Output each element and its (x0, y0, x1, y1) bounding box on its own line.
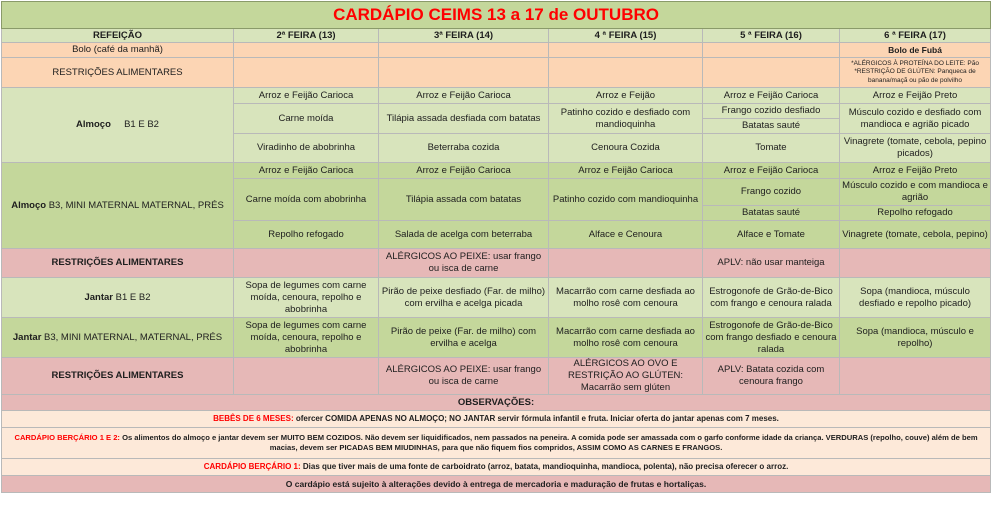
note-bebes-row (2, 411, 991, 428)
almoco2-cell: Arroz e Feijão Carioca (379, 163, 549, 179)
almoco1-cell: Arroz e Feijão Preto (840, 88, 991, 104)
almoco1-cell: Cenoura Cozida (549, 134, 703, 163)
almoco2-cell: Repolho refogado (234, 221, 379, 249)
almoco2-cell: Frango cozido (703, 179, 840, 206)
bolo-label: Bolo (café da manhã) (2, 43, 234, 58)
header-tuesday: 3ª FEIRA (14) (379, 29, 549, 43)
jantar1-cell: Pirão de peixe desfiado (Far. de milho) com ervilha e acelga picada (379, 278, 549, 318)
note-bercario-12: CARDÁPIO BERÇÁRIO 1 E 2: Os alimentos do almoço e jantar devem ser MUITO BEM COZIDOS. Não devem ser liquidificados, nem passados na peneira. A comida pode ser amassada com o garfo conforme idade da criança. VERDURAS (repolho, couve) além de bem macias, devem ser PICADAS BEM MIUDINHAS, para que não fiquem fios compridos, ASSIM COMO AS CARNES E FRANGOS. (2, 428, 991, 459)
menu-title: CARDÁPIO CEIMS 13 a 17 de OUTUBRO (2, 2, 991, 29)
jantar1-row (2, 278, 991, 318)
almoco1-cell: Arroz e Feijão Carioca (234, 88, 379, 104)
note-bercario-1-row (2, 459, 991, 476)
almoco2-cell: Carne moída com abobrinha (234, 179, 379, 221)
jantar1-cell: Sopa (mandioca, músculo desfiado e repolho picado) (840, 278, 991, 318)
restricoes-bottom-thursday: APLV: Batata cozida com cenoura frango (703, 358, 840, 395)
almoco1-cell: Músculo cozido e desfiado com mandioca e agrião picado (840, 104, 991, 134)
jantar2-cell: Sopa (mandioca, músculo e repolho) (840, 318, 991, 358)
almoco1-cell: Tilápia assada desfiada com batatas (379, 104, 549, 134)
note-bercario-1: CARDÁPIO BERÇÁRIO 1: Dias que tiver mais de uma fonte de carboidrato (arroz, batata, mandioquinha, mandioca, polenta), não precisa oferecer o arroz. (2, 459, 991, 476)
restricoes-top-friday: *ALÉRGICOS À PROTEÍNA DO LEITE: Pão *RESTRIÇÃO DE GLÚTEN: Panqueca de banana/maçã ou pão de polvilho (840, 58, 991, 88)
almoco1-cell: Frango cozido desfiado (703, 104, 840, 119)
almoco1-cell: Tomate (703, 134, 840, 163)
jantar1-cell: Macarrão com carne desfiada ao molho rosê com cenoura (549, 278, 703, 318)
almoco1-cell: Arroz e Feijão Carioca (703, 88, 840, 104)
almoco1-cell: Carne moída (234, 104, 379, 134)
almoco2-cell: Arroz e Feijão Carioca (549, 163, 703, 179)
restricoes-bottom-row (2, 358, 991, 395)
header-monday: 2ª FEIRA (13) (234, 29, 379, 43)
jantar1-cell: Sopa de legumes com carne moída, cenoura, repolho e abobrinha (234, 278, 379, 318)
header-friday: 6 ª FEIRA (17) (840, 29, 991, 43)
restricoes-mid-row (2, 249, 991, 278)
restricoes-mid-thursday: APLV: não usar manteiga (703, 249, 840, 278)
restricoes-bottom-label: RESTRIÇÕES ALIMENTARES (2, 358, 234, 395)
restricoes-bottom-tuesday: ALÉRGICOS AO PEIXE: usar frango ou isca de carne (379, 358, 549, 395)
observacoes-title: OBSERVAÇÕES: (2, 395, 991, 411)
almoco2-cell: Músculo cozido e com mandioca e agrião (840, 179, 991, 206)
almoco1-cell: Arroz e Feijão (549, 88, 703, 104)
almoco1-label: Almoço B1 E B2 (2, 88, 234, 163)
almoco2-cell: Arroz e Feijão Preto (840, 163, 991, 179)
observacoes-title-row (2, 395, 991, 411)
restricoes-top-row (2, 58, 991, 88)
almoco2-row-1 (2, 163, 991, 179)
header-thursday: 5 ª FEIRA (16) (703, 29, 840, 43)
almoco1-cell: Batatas sauté (703, 119, 840, 134)
note-bebes: BEBÊS DE 6 MESES: ofercer COMIDA APENAS NO ALMOÇO; NO JANTAR servir fórmula infantil e fruta. Iniciar oferta do jantar apenas com 7 meses. (2, 411, 991, 428)
almoco1-cell: Beterraba cozida (379, 134, 549, 163)
almoco2-cell: Repolho refogado (840, 206, 991, 221)
jantar1-cell: Estrogonofe de Grão-de-Bico com frango e cenoura ralada (703, 278, 840, 318)
final-note: O cardápio está sujeito à alterações devido à entrega de mercadoria e maduração de frutas e hortaliças. (2, 476, 991, 493)
final-note-row (2, 476, 991, 493)
jantar2-cell: Pirão de peixe (Far. de milho) com ervilha e acelga (379, 318, 549, 358)
almoco2-cell: Tilápia assada com batatas (379, 179, 549, 221)
jantar2-cell: Estrogonofe de Grão-de-Bico com frango desfiado e cenoura ralada (703, 318, 840, 358)
almoco2-cell: Alface e Cenoura (549, 221, 703, 249)
jantar2-cell: Macarrão com carne desfiada ao molho rosê com cenoura (549, 318, 703, 358)
almoco1-cell: Arroz e Feijão Carioca (379, 88, 549, 104)
almoco2-cell: Vinagrete (tomate, cebola, pepino) (840, 221, 991, 249)
almoco2-cell: Arroz e Feijão Carioca (234, 163, 379, 179)
jantar2-cell: Sopa de legumes com carne moída, cenoura, repolho e abobrinha (234, 318, 379, 358)
jantar1-label: Jantar B1 E B2 (2, 278, 234, 318)
header-row (2, 29, 991, 43)
restricoes-top-label: RESTRIÇÕES ALIMENTARES (2, 58, 234, 88)
almoco1-cell: Patinho cozido e desfiado com mandioquinha (549, 104, 703, 134)
restricoes-mid-label: RESTRIÇÕES ALIMENTARES (2, 249, 234, 278)
almoco2-cell: Arroz e Feijão Carioca (703, 163, 840, 179)
menu-table (1, 1, 991, 493)
almoco2-cell: Patinho cozido com mandioquinha (549, 179, 703, 221)
almoco1-row-1 (2, 88, 991, 104)
almoco1-cell: Vinagrete (tomate, cebola, pepino picados) (840, 134, 991, 163)
almoco2-cell: Batatas sauté (703, 206, 840, 221)
header-wednesday: 4 ª FEIRA (15) (549, 29, 703, 43)
almoco1-cell: Viradinho de abobrinha (234, 134, 379, 163)
almoco2-cell: Salada de acelga com beterraba (379, 221, 549, 249)
bolo-row (2, 43, 991, 58)
note-bercario-12-row (2, 428, 991, 459)
jantar2-label: Jantar B3, MINI MATERNAL, MATERNAL, PRÉS (2, 318, 234, 358)
restricoes-mid-tuesday: ALÉRGICOS AO PEIXE: usar frango ou isca de carne (379, 249, 549, 278)
jantar2-row (2, 318, 991, 358)
restricoes-bottom-wednesday: ALÉRGICOS AO OVO E RESTRIÇÃO AO GLÚTEN: Macarrão sem glúten (549, 358, 703, 395)
bolo-friday: Bolo de Fubá (840, 43, 991, 58)
header-refeicao: REFEIÇÃO (2, 29, 234, 43)
almoco2-label: Almoço B3, MINI MATERNAL MATERNAL, PRÉS (2, 163, 234, 249)
almoco2-cell: Alface e Tomate (703, 221, 840, 249)
